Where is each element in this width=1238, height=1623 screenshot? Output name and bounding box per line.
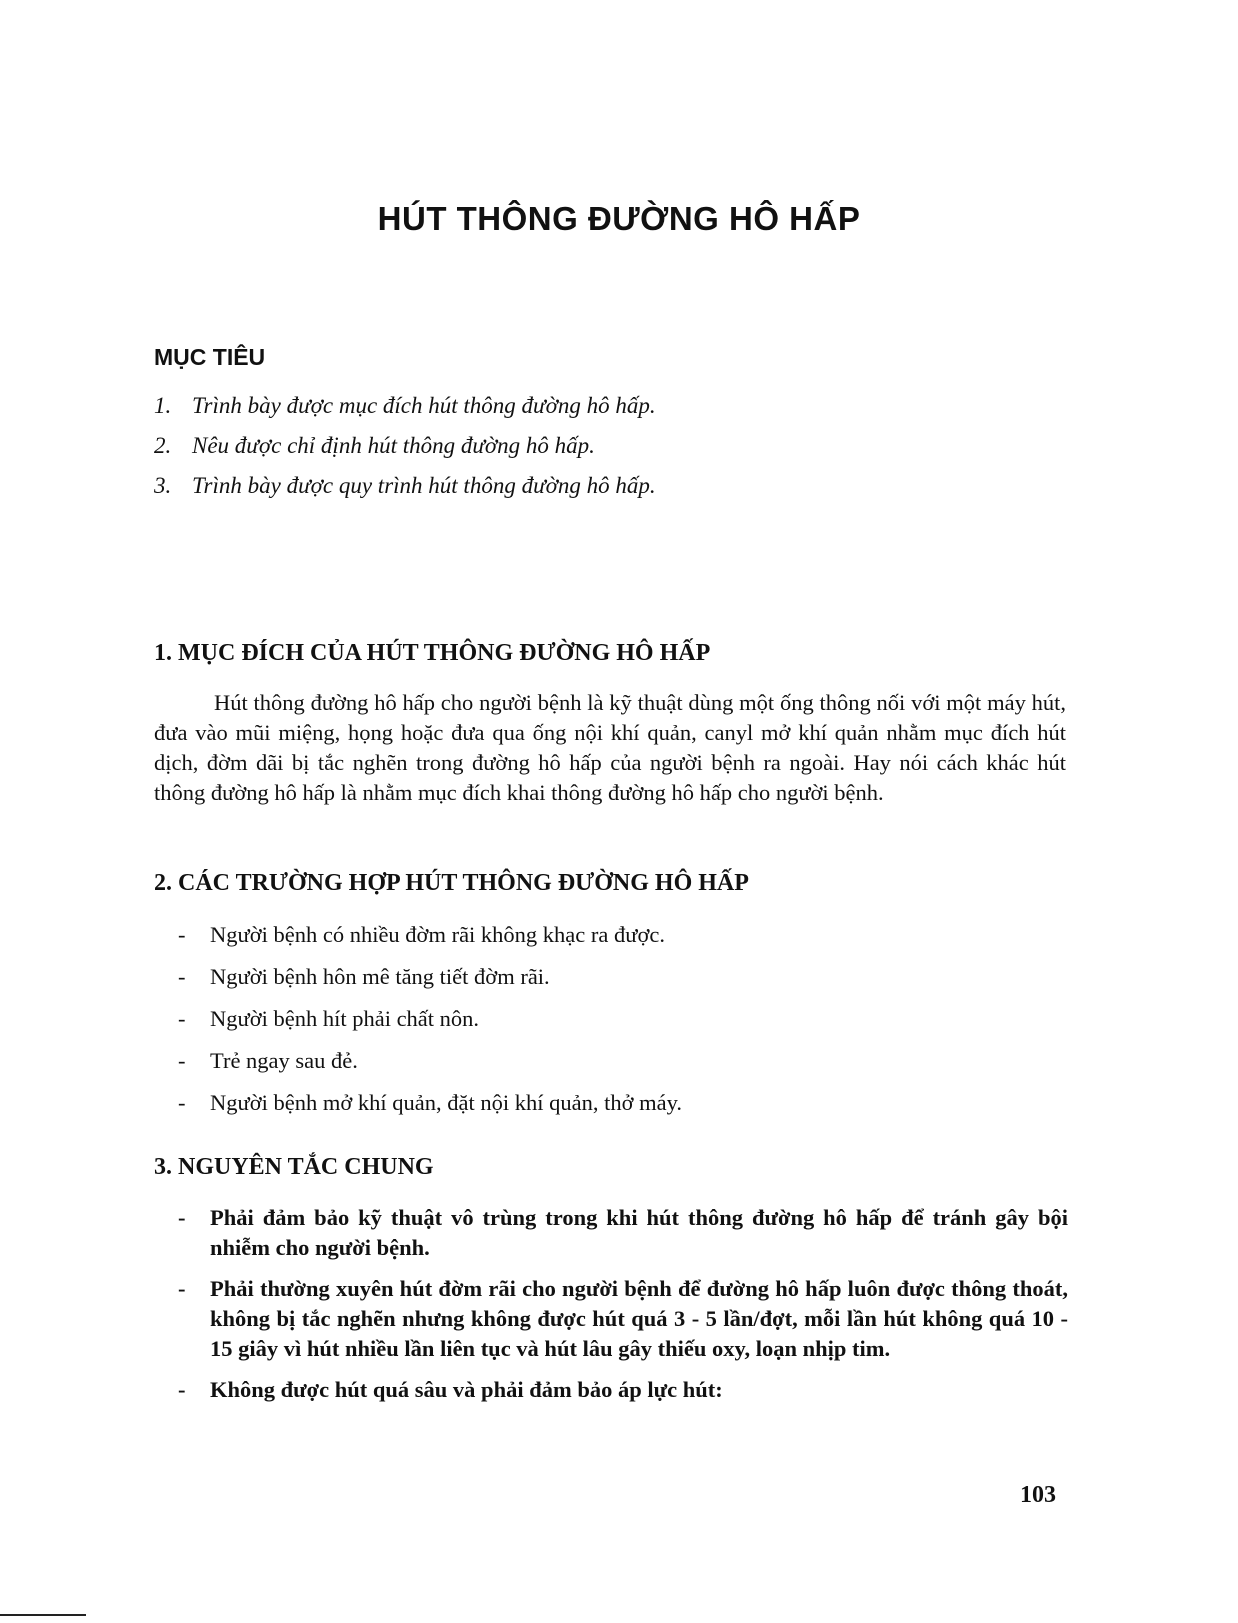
bullet-dash: - — [178, 1006, 186, 1031]
list-item — [178, 920, 1068, 950]
list-item-text: Người bệnh hôn mê tăng tiết đờm rãi. — [210, 964, 550, 989]
objective-number: 3. — [154, 473, 172, 498]
objectives-list — [154, 392, 1054, 512]
list-item-text: Người bệnh có nhiều đờm rãi không khạc ra được. — [210, 922, 665, 947]
bullet-dash: - — [178, 1090, 186, 1115]
objective-number: 2. — [154, 433, 172, 458]
section-1-heading: 1. MỤC ĐÍCH CỦA HÚT THÔNG ĐƯỜNG HÔ HẤP — [154, 640, 711, 666]
bullet-dash: - — [178, 964, 186, 989]
objective-item — [154, 472, 1054, 500]
objectives-heading: MỤC TIÊU — [154, 344, 266, 370]
section-2-heading: 2. CÁC TRƯỜNG HỢP HÚT THÔNG ĐƯỜNG HÔ HẤP — [154, 870, 749, 896]
section-3-list — [178, 1203, 1068, 1416]
bullet-dash: - — [178, 1048, 186, 1073]
objective-item — [154, 392, 1054, 420]
list-item — [178, 1274, 1068, 1364]
page-number: 103 — [1020, 1482, 1056, 1508]
objective-text: Nêu được chỉ định hút thông đường hô hấp. — [192, 433, 595, 458]
list-item-text: Phải thường xuyên hút đờm rãi cho người bệnh để đường hô hấp luôn được thông thoát, không bị tắc nghẽn nhưng không được hút quá 3 - 5 lần/đợt, mỗi lần hút không quá 10 - 15 giây vì hút nhiều lần liên tục và hút lâu gây thiếu oxy, loạn nhịp tim. — [210, 1276, 1068, 1361]
list-item — [178, 1004, 1068, 1034]
section-3-heading: 3. NGUYÊN TẮC CHUNG — [154, 1154, 434, 1180]
list-item-text: Không được hút quá sâu và phải đảm bảo áp lực hút: — [210, 1377, 723, 1402]
list-item — [178, 1375, 1068, 1405]
footer-rule — [0, 1614, 86, 1616]
objective-text: Trình bày được mục đích hút thông đường hô hấp. — [192, 393, 656, 418]
list-item-text: Phải đảm bảo kỹ thuật vô trùng trong khi hút thông đường hô hấp để tránh gây bội nhiễm cho người bệnh. — [210, 1205, 1068, 1260]
list-item — [178, 1203, 1068, 1263]
bullet-dash: - — [178, 1276, 186, 1301]
page-title: HÚT THÔNG ĐƯỜNG HÔ HẤP — [377, 200, 861, 237]
section-2-list — [178, 920, 1068, 1130]
objective-text: Trình bày được quy trình hút thông đường hô hấp. — [192, 473, 656, 498]
section-1-paragraph: Hút thông đường hô hấp cho người bệnh là kỹ thuật dùng một ống thông nối với một máy hút, đưa vào mũi miệng, họng hoặc đưa qua ống nội khí quản, canyl mở khí quản nhằm mục đích hút dịch, đờm dãi bị tắc nghẽn trong đường hô hấp của người bệnh ra ngoài. Hay nói cách khác hút thông đường hô hấp là nhằm mục đích khai thông đường hô hấp cho người bệnh. — [154, 690, 1066, 805]
bullet-dash: - — [178, 1377, 186, 1402]
list-item-text: Người bệnh hít phải chất nôn. — [210, 1006, 480, 1031]
list-item-text: Trẻ ngay sau đẻ. — [210, 1048, 358, 1073]
objective-item — [154, 432, 1054, 460]
bullet-dash: - — [178, 1205, 186, 1230]
list-item-text: Người bệnh mở khí quản, đặt nội khí quản, thở máy. — [210, 1090, 682, 1115]
list-item — [178, 962, 1068, 992]
bullet-dash: - — [178, 922, 186, 947]
list-item — [178, 1088, 1068, 1118]
objective-number: 1. — [154, 393, 172, 418]
list-item — [178, 1046, 1068, 1076]
